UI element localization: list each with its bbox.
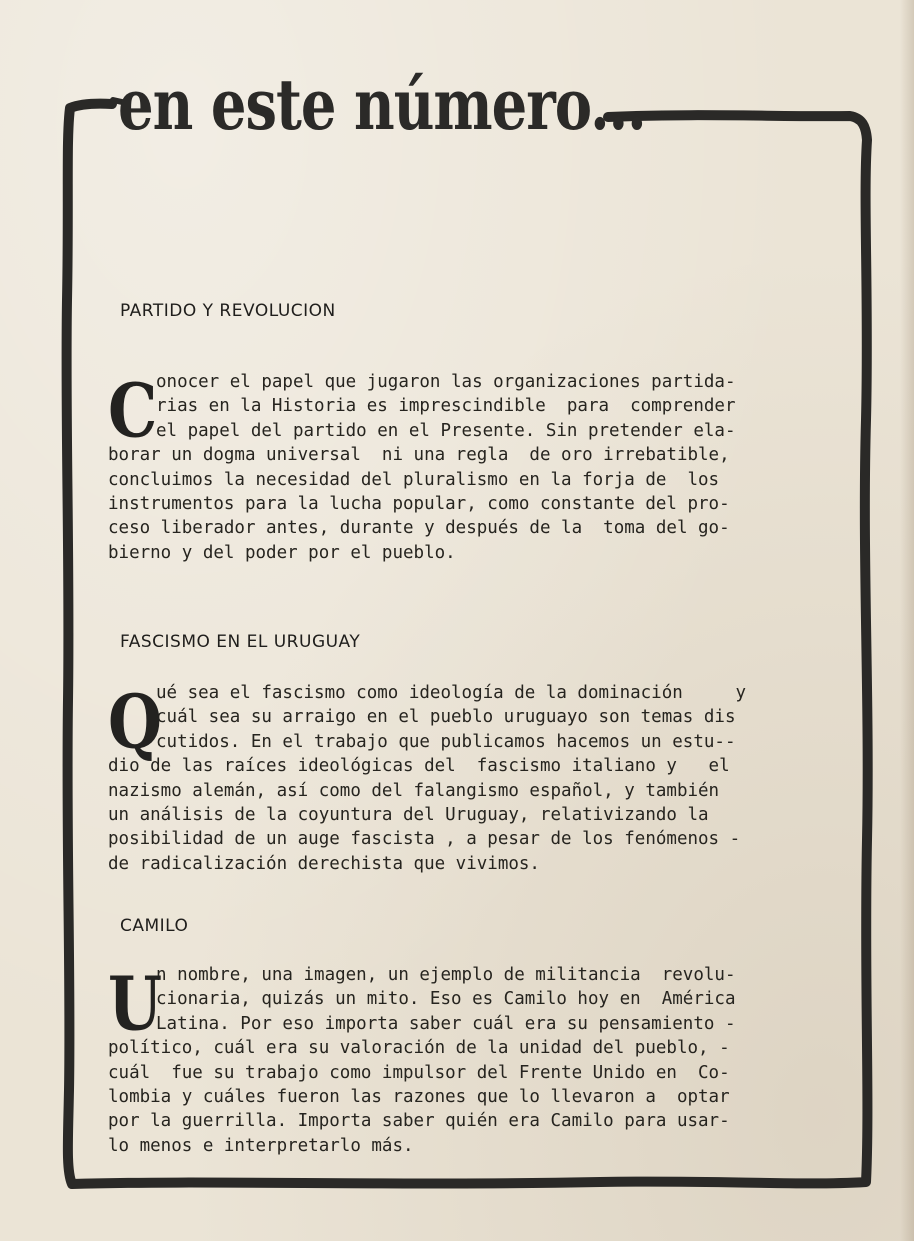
text-line: cionaria, quizás un mito. Eso es Camilo hoy en América — [156, 989, 736, 1010]
text-line: ceso liberador antes, durante y después de la toma del go- — [108, 518, 730, 539]
text-line: por la guerrilla. Importa saber quién era Camilo para usar- — [108, 1111, 730, 1132]
text-line: cutidos. En el trabajo que publicamos hacemos un estu-- — [156, 731, 736, 752]
text-line: bierno y del poder por el pueblo. — [108, 542, 456, 563]
text-line: rias en la Historia es imprescindible para comprender — [156, 396, 736, 417]
section-title: CAMILO — [120, 916, 189, 936]
text-line: concluimos la necesidad del pluralismo en la forja de los — [108, 469, 720, 490]
text-line: onocer el papel que jugaron las organizaciones partida- — [156, 372, 736, 392]
section-body — [108, 366, 828, 565]
text-line: borar un dogma universal ni una regla de oro irrebatible, — [108, 445, 730, 466]
text-line: un análisis de la coyuntura del Uruguay, relativizando la — [108, 805, 709, 826]
article-summary-camilo — [108, 918, 828, 1158]
page-title: en este número... — [118, 63, 646, 147]
text-line: cuál sea su arraigo en el pueblo uruguayo son temas dis — [156, 707, 736, 728]
drop-cap: U — [108, 959, 163, 1048]
text-line: posibilidad de un auge fascista , a pesar de los fenómenos - — [108, 829, 741, 850]
text-line: de radicalización derechista que vivimos. — [108, 853, 540, 874]
text-line: dio de las raíces ideológicas del fascismo italiano y el — [108, 756, 730, 777]
text-line: n nombre, una imagen, un ejemplo de militancia revolu- — [156, 965, 736, 985]
text-line: político, cuál era su valoración de la unidad del pueblo, - — [108, 1038, 730, 1059]
article-summary-partido — [108, 303, 828, 565]
drop-cap: C — [108, 366, 158, 455]
text-line: lo menos e interpretarlo más. — [108, 1135, 414, 1156]
text-line: instrumentos para la lucha popular, como constante del pro- — [108, 494, 730, 515]
section-body — [108, 959, 828, 1158]
text-line: nazismo alemán, así como del falangismo español, y también — [108, 780, 720, 801]
article-summary-fascismo — [108, 634, 828, 876]
section-body — [108, 677, 828, 876]
text-line: Latina. Por eso importa saber cuál era su pensamiento - — [156, 1013, 736, 1034]
section-title: FASCISMO EN EL URUGUAY — [120, 632, 361, 652]
section-title: PARTIDO Y REVOLUCION — [120, 301, 336, 321]
text-line: cuál fue su trabajo como impulsor del Frente Unido en Co- — [108, 1062, 730, 1083]
text-line: ué sea el fascismo como ideología de la dominación y — [156, 683, 747, 703]
drop-cap: Q — [108, 677, 163, 766]
text-line: lombia y cuáles fueron las razones que lo llevaron a optar — [108, 1087, 730, 1108]
text-line: el papel del partido en el Presente. Sin pretender ela- — [156, 420, 736, 441]
